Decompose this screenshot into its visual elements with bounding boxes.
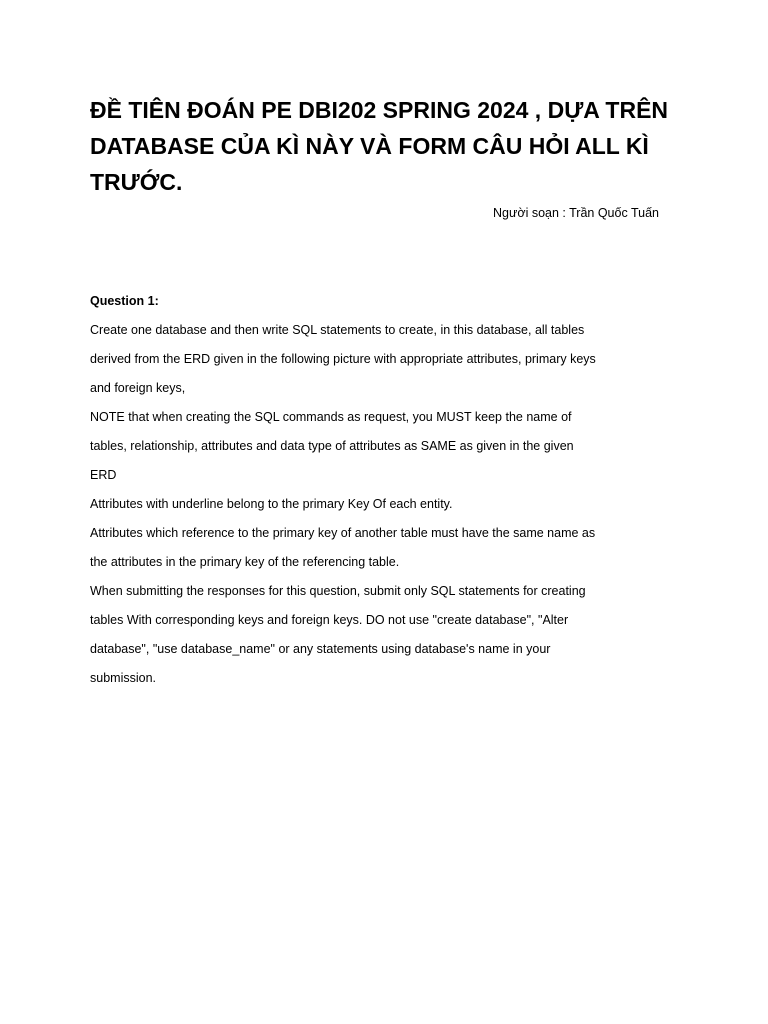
body-line: and foreign keys,: [90, 381, 186, 395]
body-line: tables, relationship, attributes and data type of attributes as SAME as given in the given: [90, 439, 574, 453]
body-line: When submitting the responses for this question, submit only SQL statements for creating: [90, 584, 586, 598]
body-line: ERD: [90, 468, 117, 482]
question-body: [90, 321, 650, 698]
body-line: database", "use database_name" or any statements using database's name in your: [90, 642, 551, 656]
body-line: NOTE that when creating the SQL commands as request, you MUST keep the name of: [90, 410, 572, 424]
question-heading: Question 1:: [90, 294, 159, 308]
body-line: Create one database and then write SQL statements to create, in this database, all tables: [90, 323, 585, 337]
document-title: ĐỀ TIÊN ĐOÁN PE DBI202 SPRING 2024 , DỰA TRÊN DATABASE CỦA KÌ NÀY VÀ FORM CÂU HỎI ALL KÌ TRƯỚC.: [90, 97, 669, 195]
body-line: Attributes which reference to the primary key of another table must have the same name as: [90, 526, 596, 540]
body-line: the attributes in the primary key of the referencing table.: [90, 555, 400, 569]
body-line: tables With corresponding keys and foreign keys. DO not use "create database", "Alter: [90, 613, 569, 627]
body-line: Attributes with underline belong to the primary Key Of each entity.: [90, 497, 453, 511]
body-line: derived from the ERD given in the following picture with appropriate attributes, primary keys: [90, 352, 596, 366]
body-line: submission.: [90, 671, 156, 685]
author-line: Người soạn : Trần Quốc Tuấn: [493, 206, 659, 220]
